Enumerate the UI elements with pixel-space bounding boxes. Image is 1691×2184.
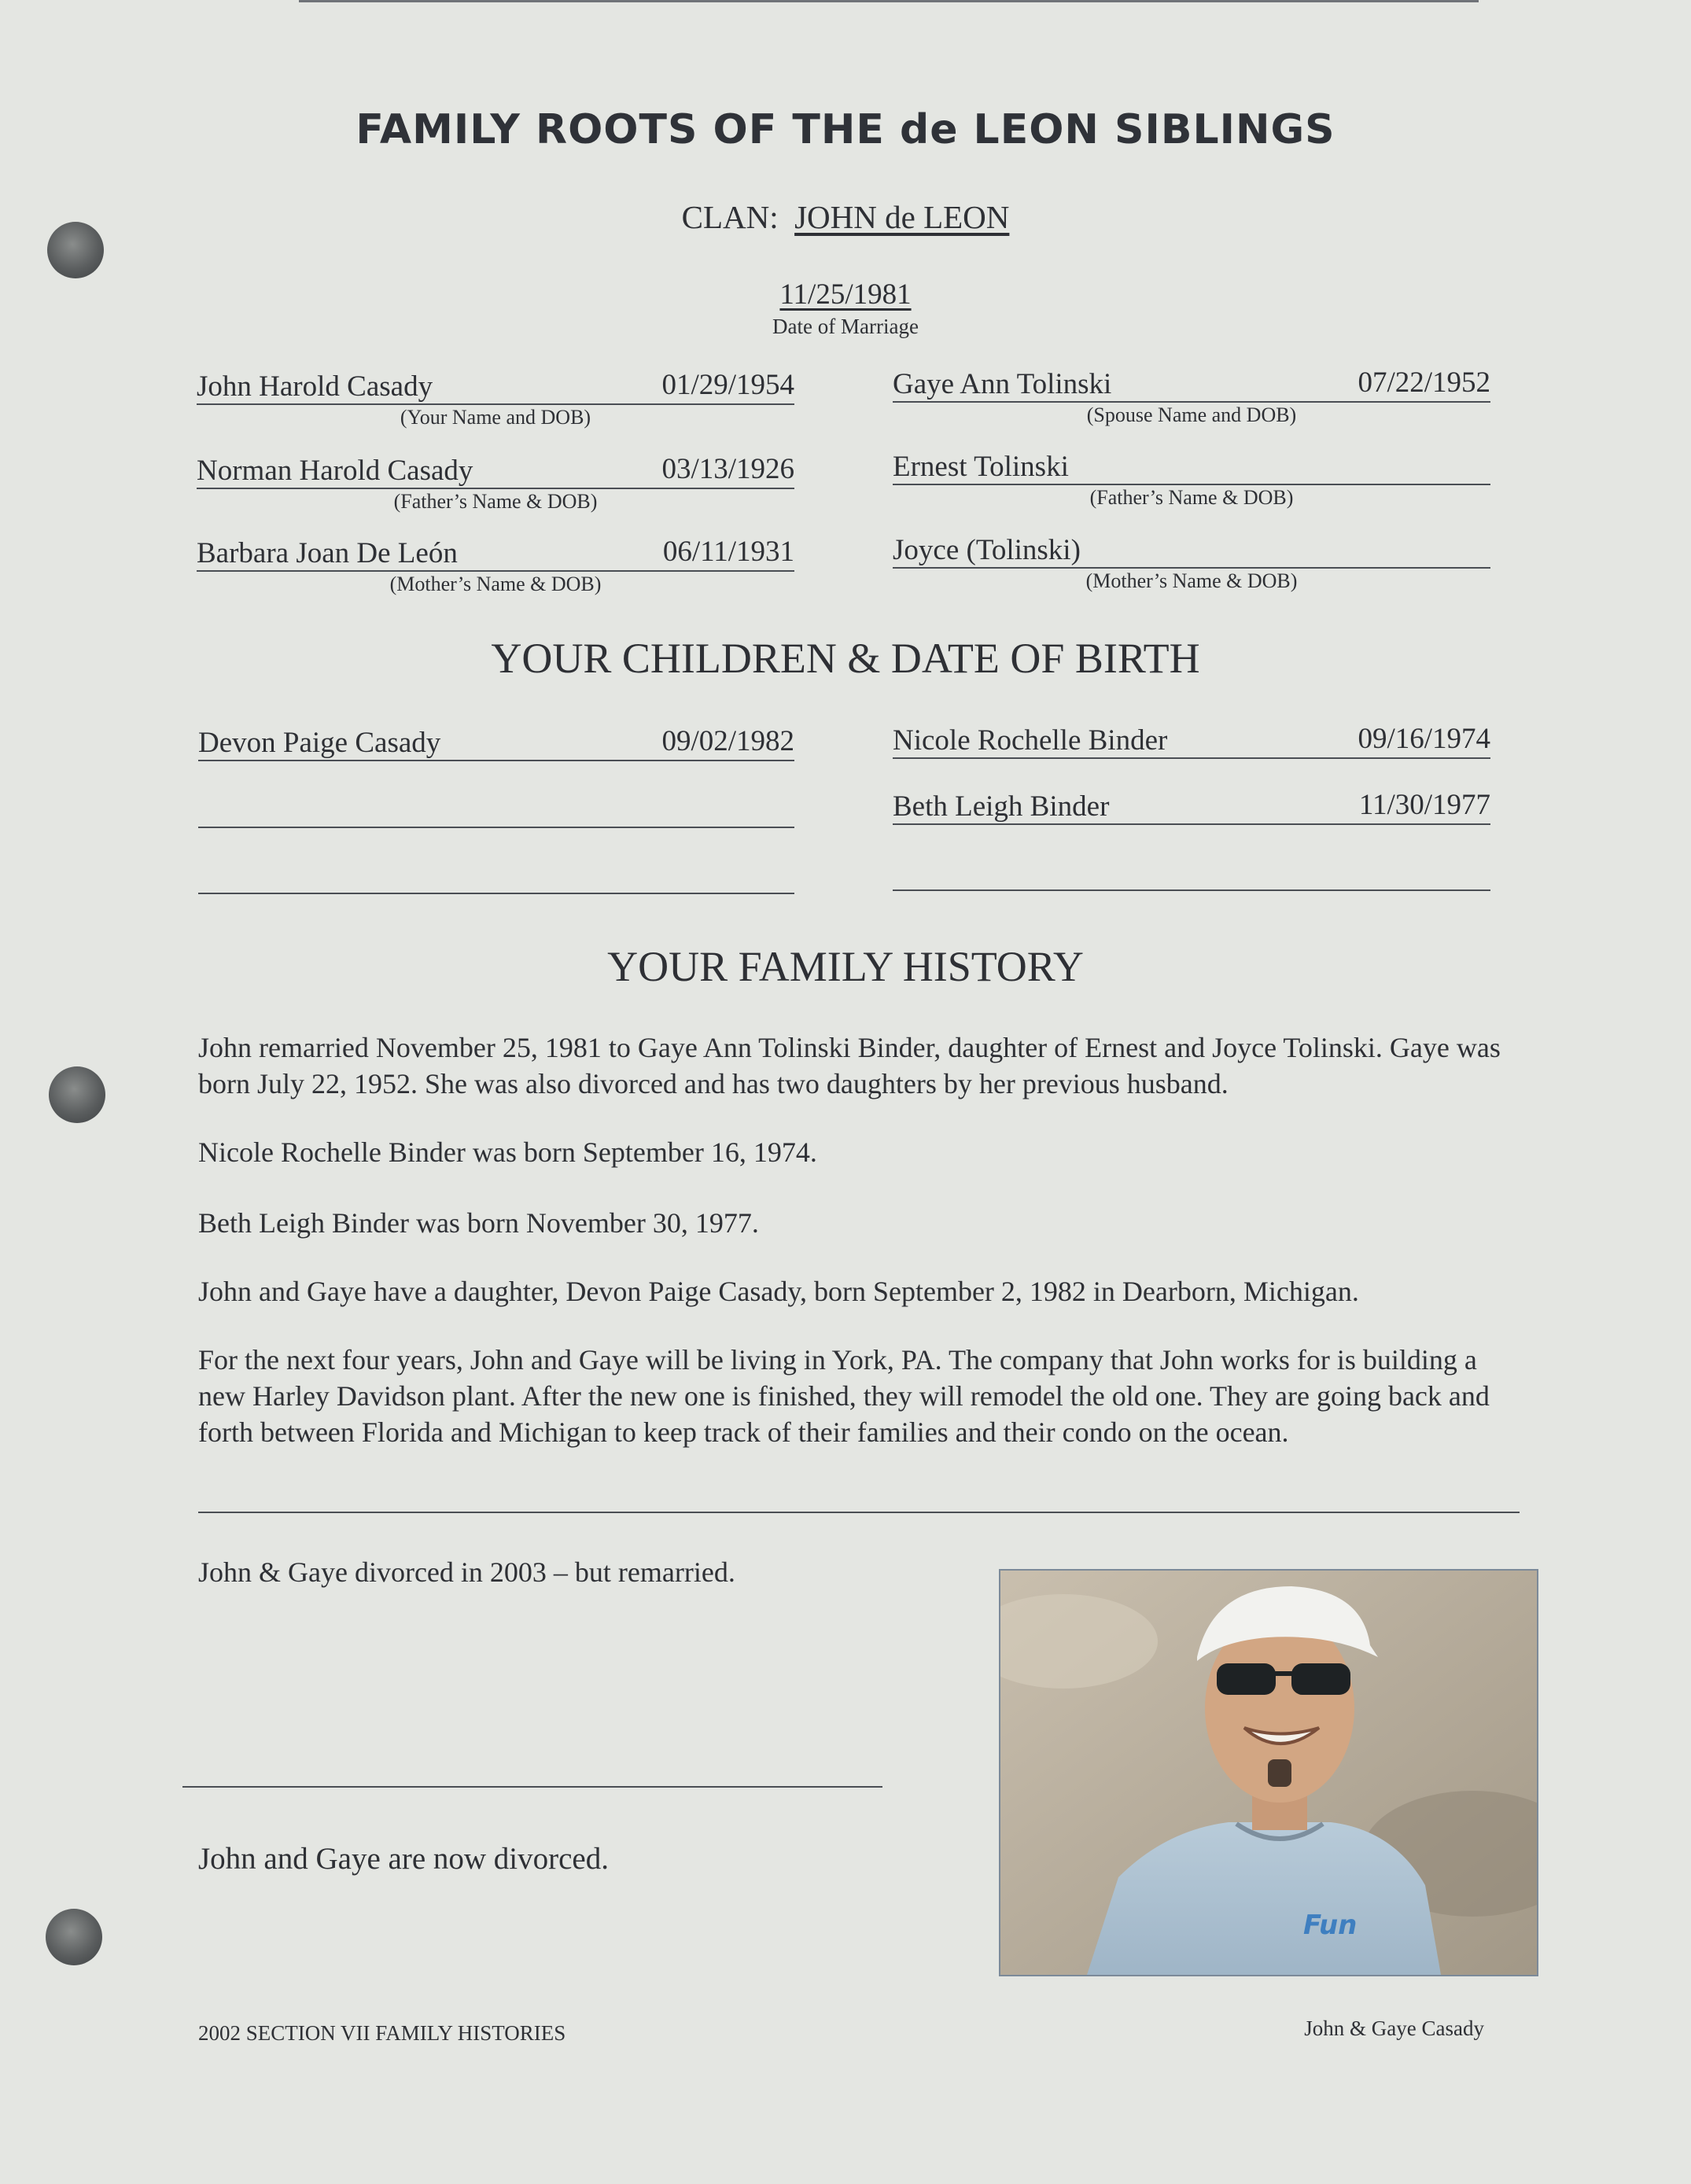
child-right-3-field: [893, 852, 1490, 891]
father-name-caption: (Father’s Name & DOB): [393, 490, 598, 513]
binder-hole-bottom: [46, 1909, 102, 1965]
page-title: FAMILY ROOTS OF THE de LEON SIBLINGS: [356, 106, 1335, 153]
father-name-field: [197, 450, 794, 489]
child-right-1-name: Nicole Rochelle Binder: [893, 724, 1168, 757]
history-paragraph-4: John and Gaye have a daughter, Devon Paige Casady, born September 2, 1982 in Dearborn, Michigan.: [198, 1276, 1359, 1307]
your-name-field: [197, 366, 794, 405]
father-name: Norman Harold Casady: [197, 455, 473, 487]
binder-hole-middle: [49, 1066, 105, 1123]
marriage-date-line: [0, 278, 1691, 311]
marriage-date: 11/25/1981: [779, 278, 912, 311]
history-paragraph-3: Beth Leigh Binder was born November 30, 1977.: [198, 1207, 759, 1239]
children-heading: YOUR CHILDREN & DATE OF BIRTH: [491, 635, 1200, 682]
history-paragraph-1: John remarried November 25, 1981 to Gaye Ann Tolinski Binder, daughter of Ernest and Joyce Tolinski. Gaye was born July 22, 1952. She was also divorced and has two daughters by her previous husband.: [198, 1032, 1501, 1099]
your-name: John Harold Casady: [197, 370, 433, 403]
marriage-caption: Date of Marriage: [772, 315, 919, 338]
your-name-caption: (Your Name and DOB): [400, 406, 591, 429]
spouse-name-caption: (Spouse Name and DOB): [1086, 403, 1297, 426]
footer-left: 2002 SECTION VII FAMILY HISTORIES: [198, 2021, 566, 2045]
spouse-name-field: [893, 363, 1490, 403]
spouse-mother-field: [893, 529, 1490, 569]
clan-value: JOHN de LEON: [794, 199, 1010, 235]
father-dob: 03/13/1926: [661, 453, 794, 485]
spouse-name: Gaye Ann Tolinski: [893, 368, 1112, 400]
your-dob: 01/29/1954: [661, 369, 794, 401]
footer-right: John & Gaye Casady: [1304, 2016, 1484, 2040]
child-left-1-dob: 09/02/1982: [661, 725, 794, 757]
note-divorced-2003: John & Gaye divorced in 2003 – but remarried.: [198, 1556, 735, 1588]
mother-name-caption: (Mother’s Name & DOB): [389, 573, 602, 595]
note-divider-line: [182, 1786, 882, 1788]
history-divider-line: [198, 1512, 1520, 1513]
sunglasses-bridge: [1274, 1671, 1293, 1676]
spouse-mother-caption: (Mother’s Name & DOB): [1085, 569, 1298, 592]
child-left-1-field: [198, 722, 794, 761]
spouse-dob: 07/22/1952: [1358, 366, 1490, 399]
mother-name: Barbara Joan De León: [197, 537, 458, 569]
goatee-shape: [1268, 1759, 1291, 1787]
mother-dob: 06/11/1931: [662, 536, 794, 568]
history-paragraph-5: For the next four years, John and Gaye will be living in York, PA. The company that John works for is building a new Harley Davidson plant. After the new one is finished, they will remodel the old one. They are going back and forth between Florida and Michigan to keep track of their families and their condo on the ocean.: [198, 1344, 1490, 1448]
top-edge-line: [299, 0, 1479, 2]
spouse-father-name: Ernest Tolinski: [893, 451, 1069, 483]
shirt-text: Fun: [1303, 1910, 1358, 1941]
history-paragraph-2: Nicole Rochelle Binder was born September 16, 1974.: [198, 1136, 817, 1168]
child-right-1-field: [893, 720, 1490, 759]
child-right-1-dob: 09/16/1974: [1358, 723, 1490, 755]
child-left-1-name: Devon Paige Casady: [198, 727, 441, 759]
child-right-2-name: Beth Leigh Binder: [893, 790, 1110, 823]
child-left-3-field: [198, 855, 794, 894]
child-left-2-field: [198, 789, 794, 828]
sunglasses-left-lens: [1217, 1663, 1276, 1695]
history-heading: YOUR FAMILY HISTORY: [607, 943, 1084, 990]
spouse-father-caption: (Father’s Name & DOB): [1089, 486, 1294, 509]
clan-label: CLAN:: [681, 199, 779, 235]
note-now-divorced: John and Gaye are now divorced.: [198, 1842, 609, 1876]
sunglasses-right-lens: [1291, 1663, 1350, 1695]
clan-line: [0, 198, 1691, 236]
spouse-father-field: [893, 446, 1490, 485]
mother-name-field: [197, 532, 794, 572]
child-right-2-dob: 11/30/1977: [1358, 789, 1490, 821]
photo-illustration: [1000, 1571, 1537, 1975]
family-photo: [999, 1569, 1538, 1976]
spouse-mother-name: Joyce (Tolinski): [893, 534, 1081, 566]
child-right-2-field: [893, 786, 1490, 825]
